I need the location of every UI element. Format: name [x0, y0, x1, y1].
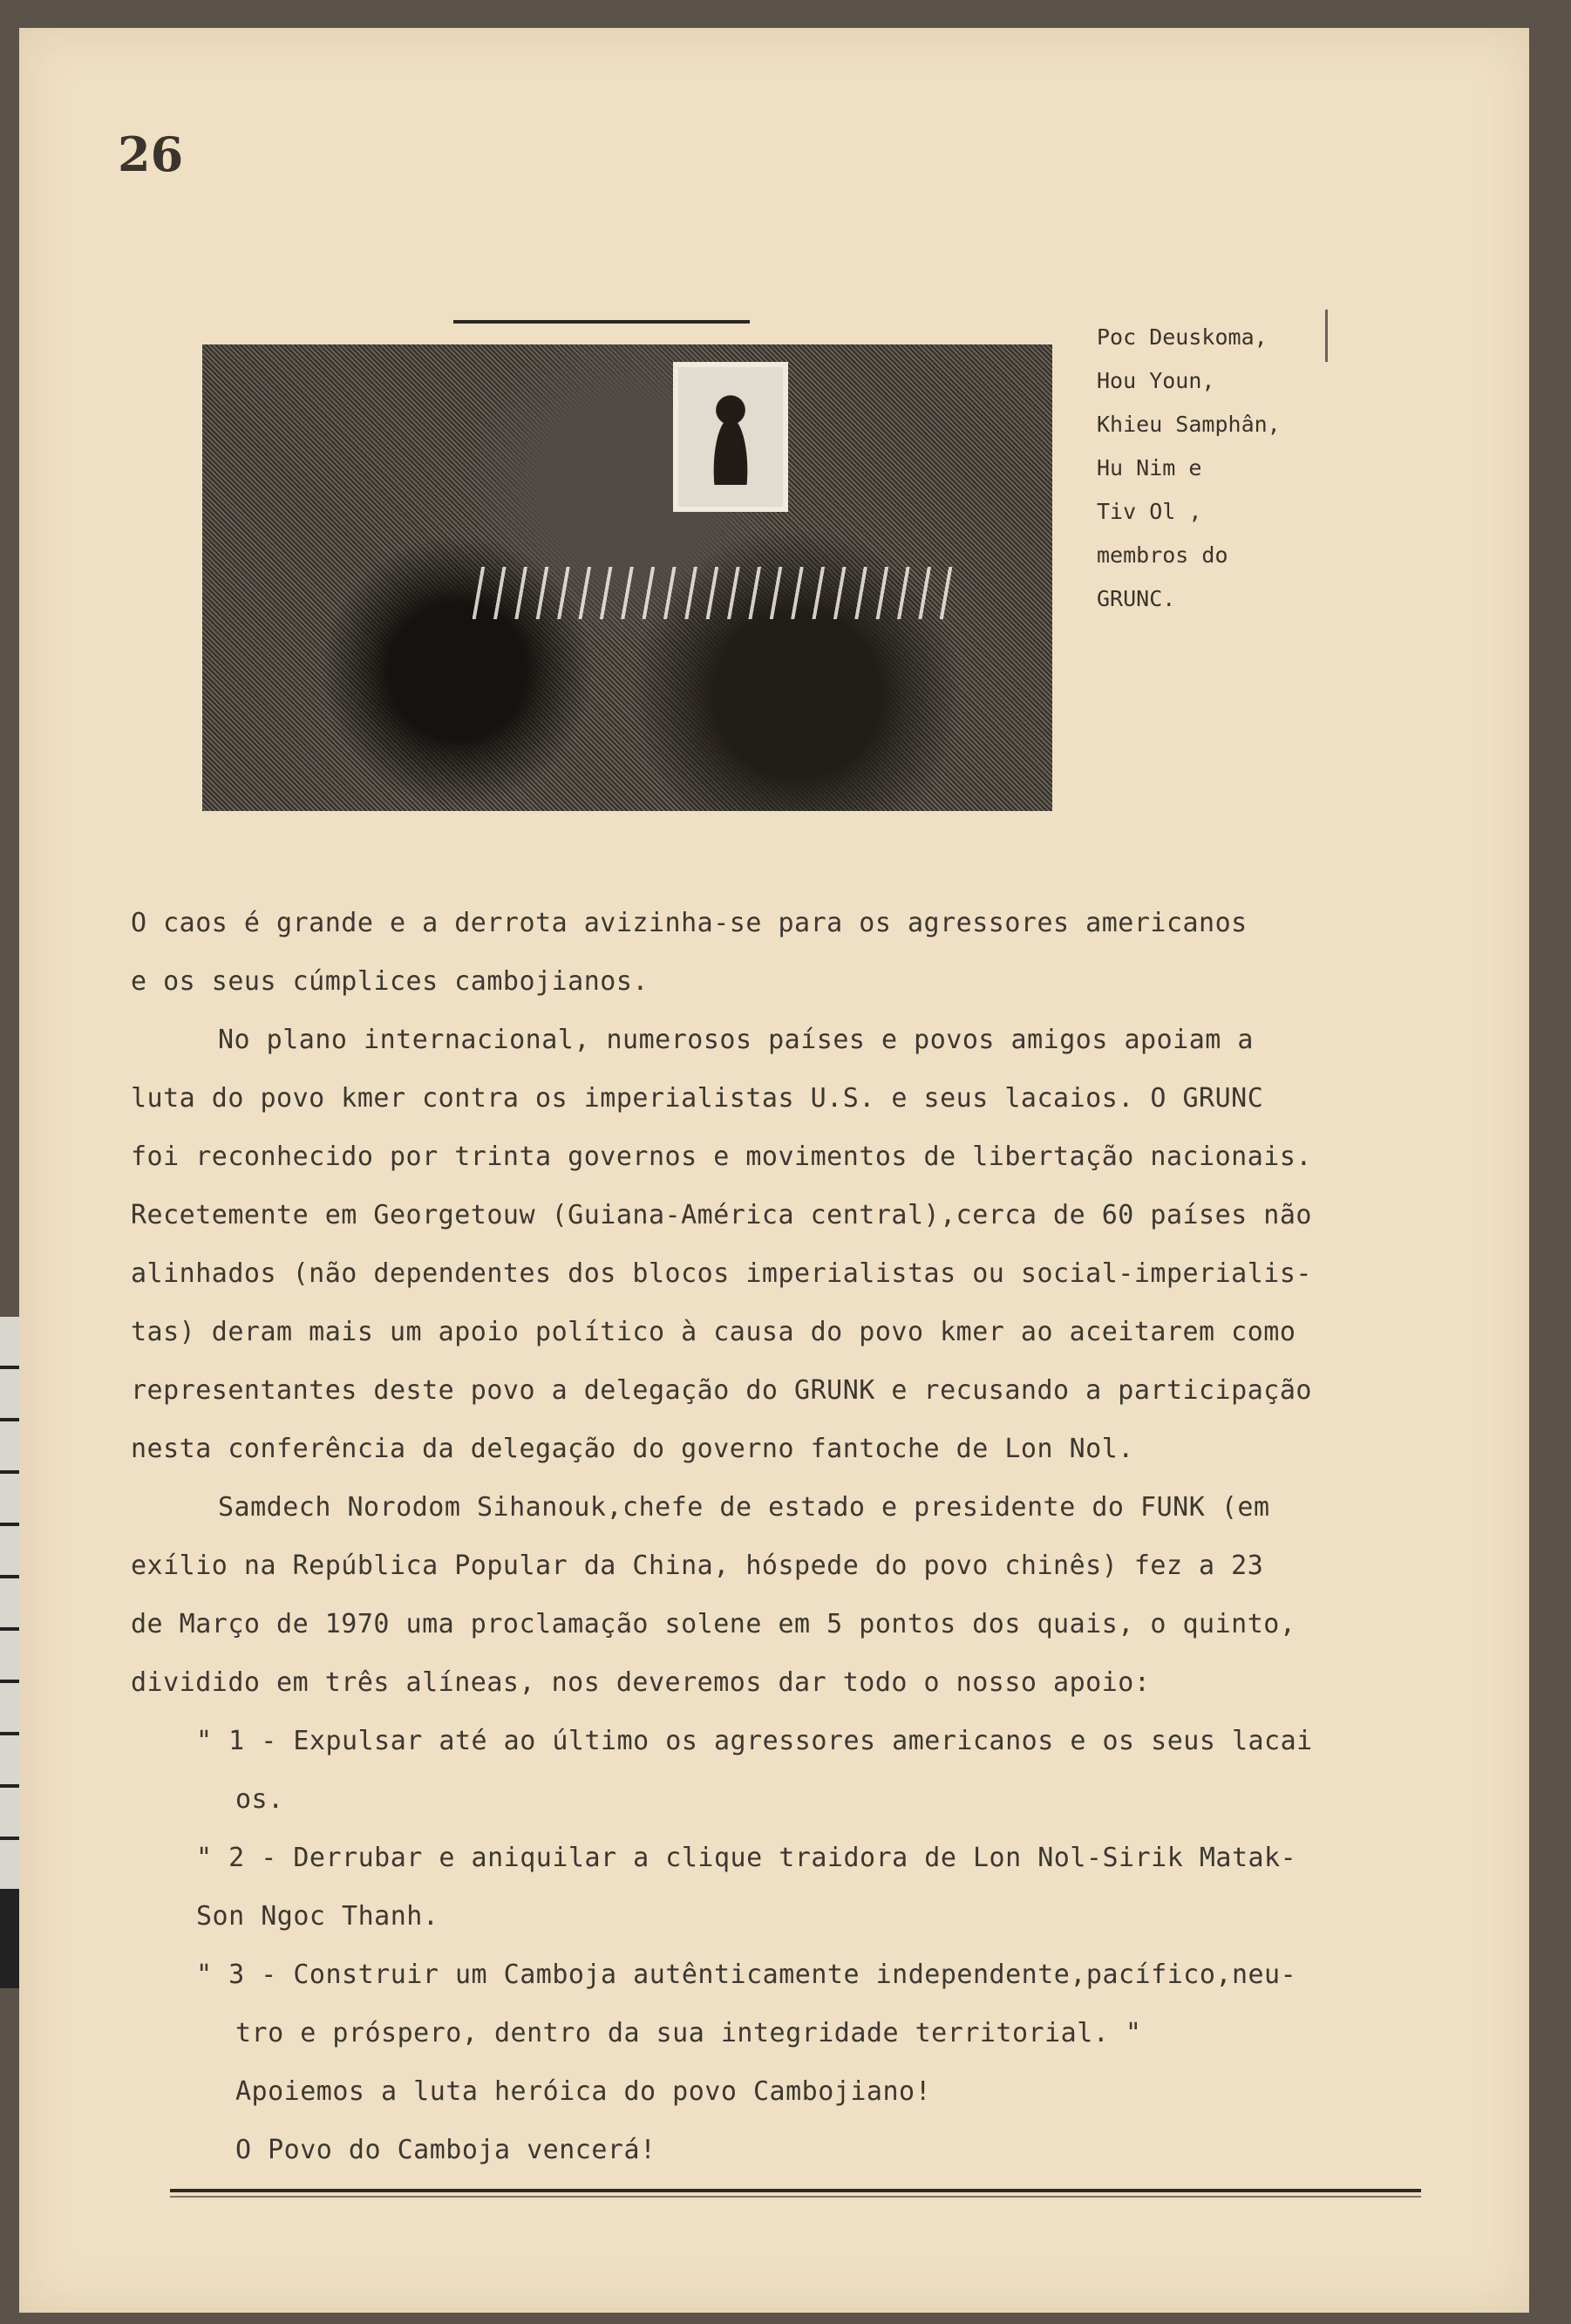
text-line: dividido em três alíneas, nos deveremos dar todo o nosso apoio:	[131, 1667, 1151, 1698]
caption-line: Poc Deuskoma,	[1097, 324, 1268, 350]
caption-line: Khieu Samphân,	[1097, 412, 1281, 437]
text-line: " 1 - Expulsar até ao último os agressores americanos e os seus lacai	[196, 1726, 1313, 1756]
caption-margin-mark	[1325, 310, 1328, 362]
text-line: exílio na República Popular da China, hóspede do povo chinês) fez a 23	[131, 1550, 1264, 1581]
text-line: nesta conferência da delegação do governo fantoche de Lon Nol.	[131, 1434, 1134, 1464]
scale-ruler-block	[0, 1892, 19, 1988]
text-line: No plano internacional, numerosos países e povos amigos apoiam a	[218, 1025, 1254, 1055]
text-line: Recetemente em Georgetouw (Guiana-América central),cerca de 60 países não	[131, 1200, 1312, 1230]
banner-lettering	[473, 567, 961, 619]
text-line: representantes deste povo a delegação do GRUNK e recusando a participação	[131, 1375, 1312, 1406]
text-line: foi reconhecido por trinta governos e movimentos de libertação nacionais.	[131, 1142, 1312, 1172]
portrait-frame	[673, 362, 788, 512]
text-line: O caos é grande e a derrota avizinha-se para os agressores americanos	[131, 908, 1248, 938]
scale-ruler	[0, 1317, 19, 1988]
text-line: e os seus cúmplices cambojianos.	[131, 966, 649, 997]
text-line: de Março de 1970 uma proclamação solene em 5 pontos dos quais, o quinto,	[131, 1609, 1296, 1639]
bottom-rule	[170, 2189, 1421, 2192]
text-line: O Povo do Camboja vencerá!	[235, 2135, 656, 2165]
portrait-figure	[704, 389, 757, 485]
text-line: Son Ngoc Thanh.	[196, 1901, 439, 1932]
text-line: tas) deram mais um apoio político à causa do povo kmer ao aceitarem como	[131, 1317, 1296, 1347]
page-number: 26	[118, 126, 184, 182]
text-line: Apoiemos a luta heróica do povo Cambojiano!	[235, 2076, 932, 2107]
caption-line: GRUNC.	[1097, 586, 1176, 611]
photo-edge-line	[453, 320, 750, 324]
photograph	[202, 344, 1052, 811]
text-line: tro e próspero, dentro da sua integridade territorial. "	[235, 2018, 1142, 2048]
caption-line: Hu Nim e	[1097, 455, 1202, 480]
text-line: Samdech Norodom Sihanouk,chefe de estado e presidente do FUNK (em	[218, 1492, 1270, 1523]
bottom-rule-shadow	[170, 2196, 1421, 2198]
text-line: " 3 - Construir um Camboja autênticamente independente,pacífico,neu-	[196, 1959, 1297, 1990]
text-line: " 2 - Derrubar e aniquilar a clique traidora de Lon Nol-Sirik Matak-	[196, 1843, 1297, 1873]
text-line: alinhados (não dependentes dos blocos imperialistas ou social-imperialis-	[131, 1258, 1312, 1289]
text-line: luta do povo kmer contra os imperialistas U.S. e seus lacaios. O GRUNC	[131, 1083, 1264, 1114]
caption-line: Hou Youn,	[1097, 368, 1215, 393]
body-text	[131, 894, 1421, 2179]
photo-caption	[1097, 316, 1281, 621]
caption-line: membros do	[1097, 542, 1228, 568]
caption-line: Tiv Ol ,	[1097, 499, 1202, 524]
text-line: os.	[235, 1784, 284, 1815]
